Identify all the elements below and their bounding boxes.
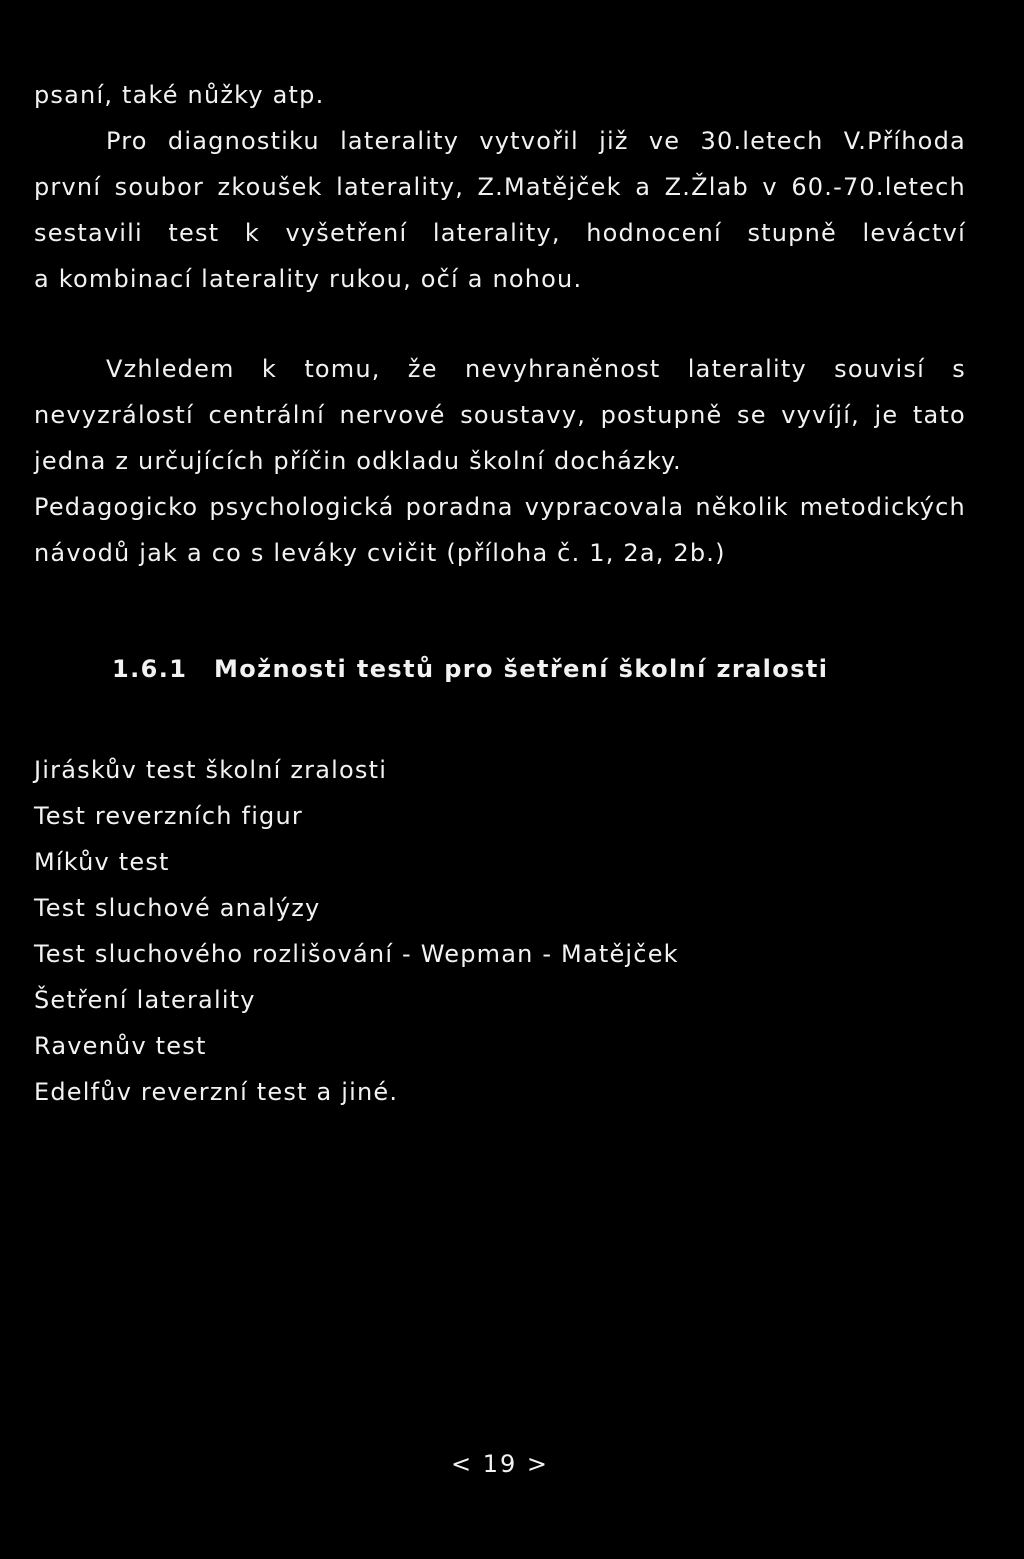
text-line [106,354,966,384]
word: sestavili [34,219,143,247]
word: centrální [208,401,325,429]
text-line: jedna z určujících příčin odkladu školní docházky. [34,447,682,475]
text-line: a kombinací laterality rukou, očí a nohou. [34,265,583,293]
word: Vzhledem [106,355,235,383]
word: a [635,173,652,201]
word: poradna [405,493,514,521]
word: první [34,173,102,201]
text-line [34,218,966,248]
word: hodnocení [586,219,722,247]
word: k [244,219,260,247]
word: s [952,355,966,383]
word: diagnostiku [167,127,320,155]
list-item: Míkův test [34,848,170,876]
word: k [261,355,278,383]
section-number: 1.6.1 [112,655,188,683]
word: 60.-70.letech [791,173,966,201]
word: vytvořil [479,127,579,155]
section-heading [112,654,828,684]
list-item: Ravenův test [34,1032,207,1060]
word: 30.letech [700,127,824,155]
word: laterality, [336,173,465,201]
word: nervové [339,401,446,429]
word: několik [695,493,789,521]
word: Z.Žlab [664,173,749,201]
word: v [762,173,778,201]
word: test [168,219,220,247]
word: soustavy, [460,401,587,429]
text-line [106,126,966,156]
word: laterality [340,127,460,155]
list-item: Edelfův reverzní test a jiné. [34,1078,399,1106]
text-line [34,492,966,522]
test-list [34,754,679,1122]
word: vyšetření [285,219,408,247]
word: nevyhraněnost [464,355,661,383]
word: vyvíjí, [781,401,860,429]
word: nevyzrálostí [34,401,194,429]
word: soubor [114,173,205,201]
word: stupně [747,219,837,247]
list-item: Šetření laterality [34,986,256,1014]
word: Z.Matějček [477,173,622,201]
word: Pedagogicko [34,493,199,521]
word: Pro [106,127,148,155]
word: vypracovala [524,493,685,521]
word: tato [912,401,966,429]
word: V.Příhoda [843,127,966,155]
list-item: Test sluchového rozlišování - Wepman - Matějček [34,940,679,968]
word: leváctví [862,219,966,247]
word: laterality [687,355,807,383]
list-item: Jiráskův test školní zralosti [34,756,388,784]
list-item: Test sluchové analýzy [34,894,321,922]
text-line: psaní, také nůžky atp. [34,81,325,109]
word: se [737,401,767,429]
word: psychologická [209,493,395,521]
word: že [407,355,438,383]
text-line: návodů jak a co s leváky cvičit (příloha č. 1, 2a, 2b.) [34,539,726,567]
word: souvisí [834,355,925,383]
word: ve [648,127,681,155]
word: již [599,127,629,155]
word: metodických [799,493,966,521]
page-number: < 19 > [450,1450,549,1478]
list-item: Test reverzních figur [34,802,303,830]
text-line [34,172,966,202]
word: postupně [600,401,723,429]
text-line [34,400,966,430]
section-title: Možnosti testů pro šetření školní zralosti [214,655,829,683]
word: zkoušek [217,173,323,201]
word: laterality, [432,219,561,247]
word: tomu, [304,355,381,383]
word: je [874,401,899,429]
